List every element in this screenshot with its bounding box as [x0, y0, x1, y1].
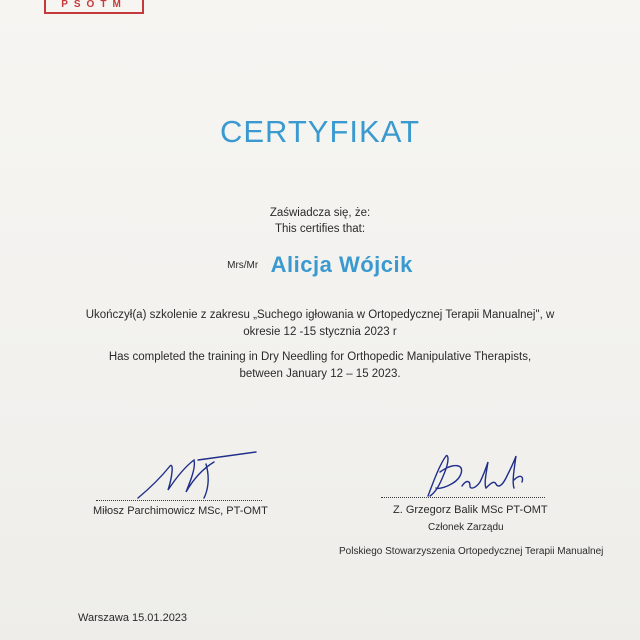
- recipient-row: [0, 252, 640, 278]
- right-signatory-name: Z. Grzegorz Balik MSc PT-OMT: [393, 504, 548, 516]
- certificate-title: CERTYFIKAT: [219, 114, 421, 149]
- left-signature: [110, 448, 280, 508]
- right-signatory-role: Członek Zarządu: [428, 522, 504, 533]
- recipient-name: Alicja Wójcik: [270, 252, 413, 277]
- organization-name: Polskiego Stowarzyszenia Ortopedycznej Terapii Manualnej: [339, 546, 604, 557]
- intro-english: This certifies that:: [274, 223, 366, 235]
- body-polish-line-1: Ukończył(a) szkolenie z zakresu „Suchego igłowania w Ortopedycznej Terapii Manualnej", w: [85, 309, 555, 321]
- salutation: Mrs/Mr: [227, 259, 259, 271]
- left-signature-line: [96, 500, 262, 501]
- place-and-date: Warszawa 15.01.2023: [78, 612, 188, 624]
- intro-polish: Zaświadcza się, że:: [269, 207, 371, 219]
- left-signatory-name: Miłosz Parchimowicz MSc, PT-OMT: [93, 505, 268, 517]
- body-english-line-2: between January 12 – 15 2023.: [239, 368, 401, 380]
- right-signature: [410, 450, 560, 510]
- organization-logo: PSOTM: [44, 0, 144, 14]
- right-signature-line: [381, 497, 545, 498]
- body-english-line-1: Has completed the training in Dry Needling for Orthopedic Manipulative Therapists,: [108, 351, 532, 363]
- body-polish-line-2: okresie 12 -15 stycznia 2023 r: [243, 326, 397, 338]
